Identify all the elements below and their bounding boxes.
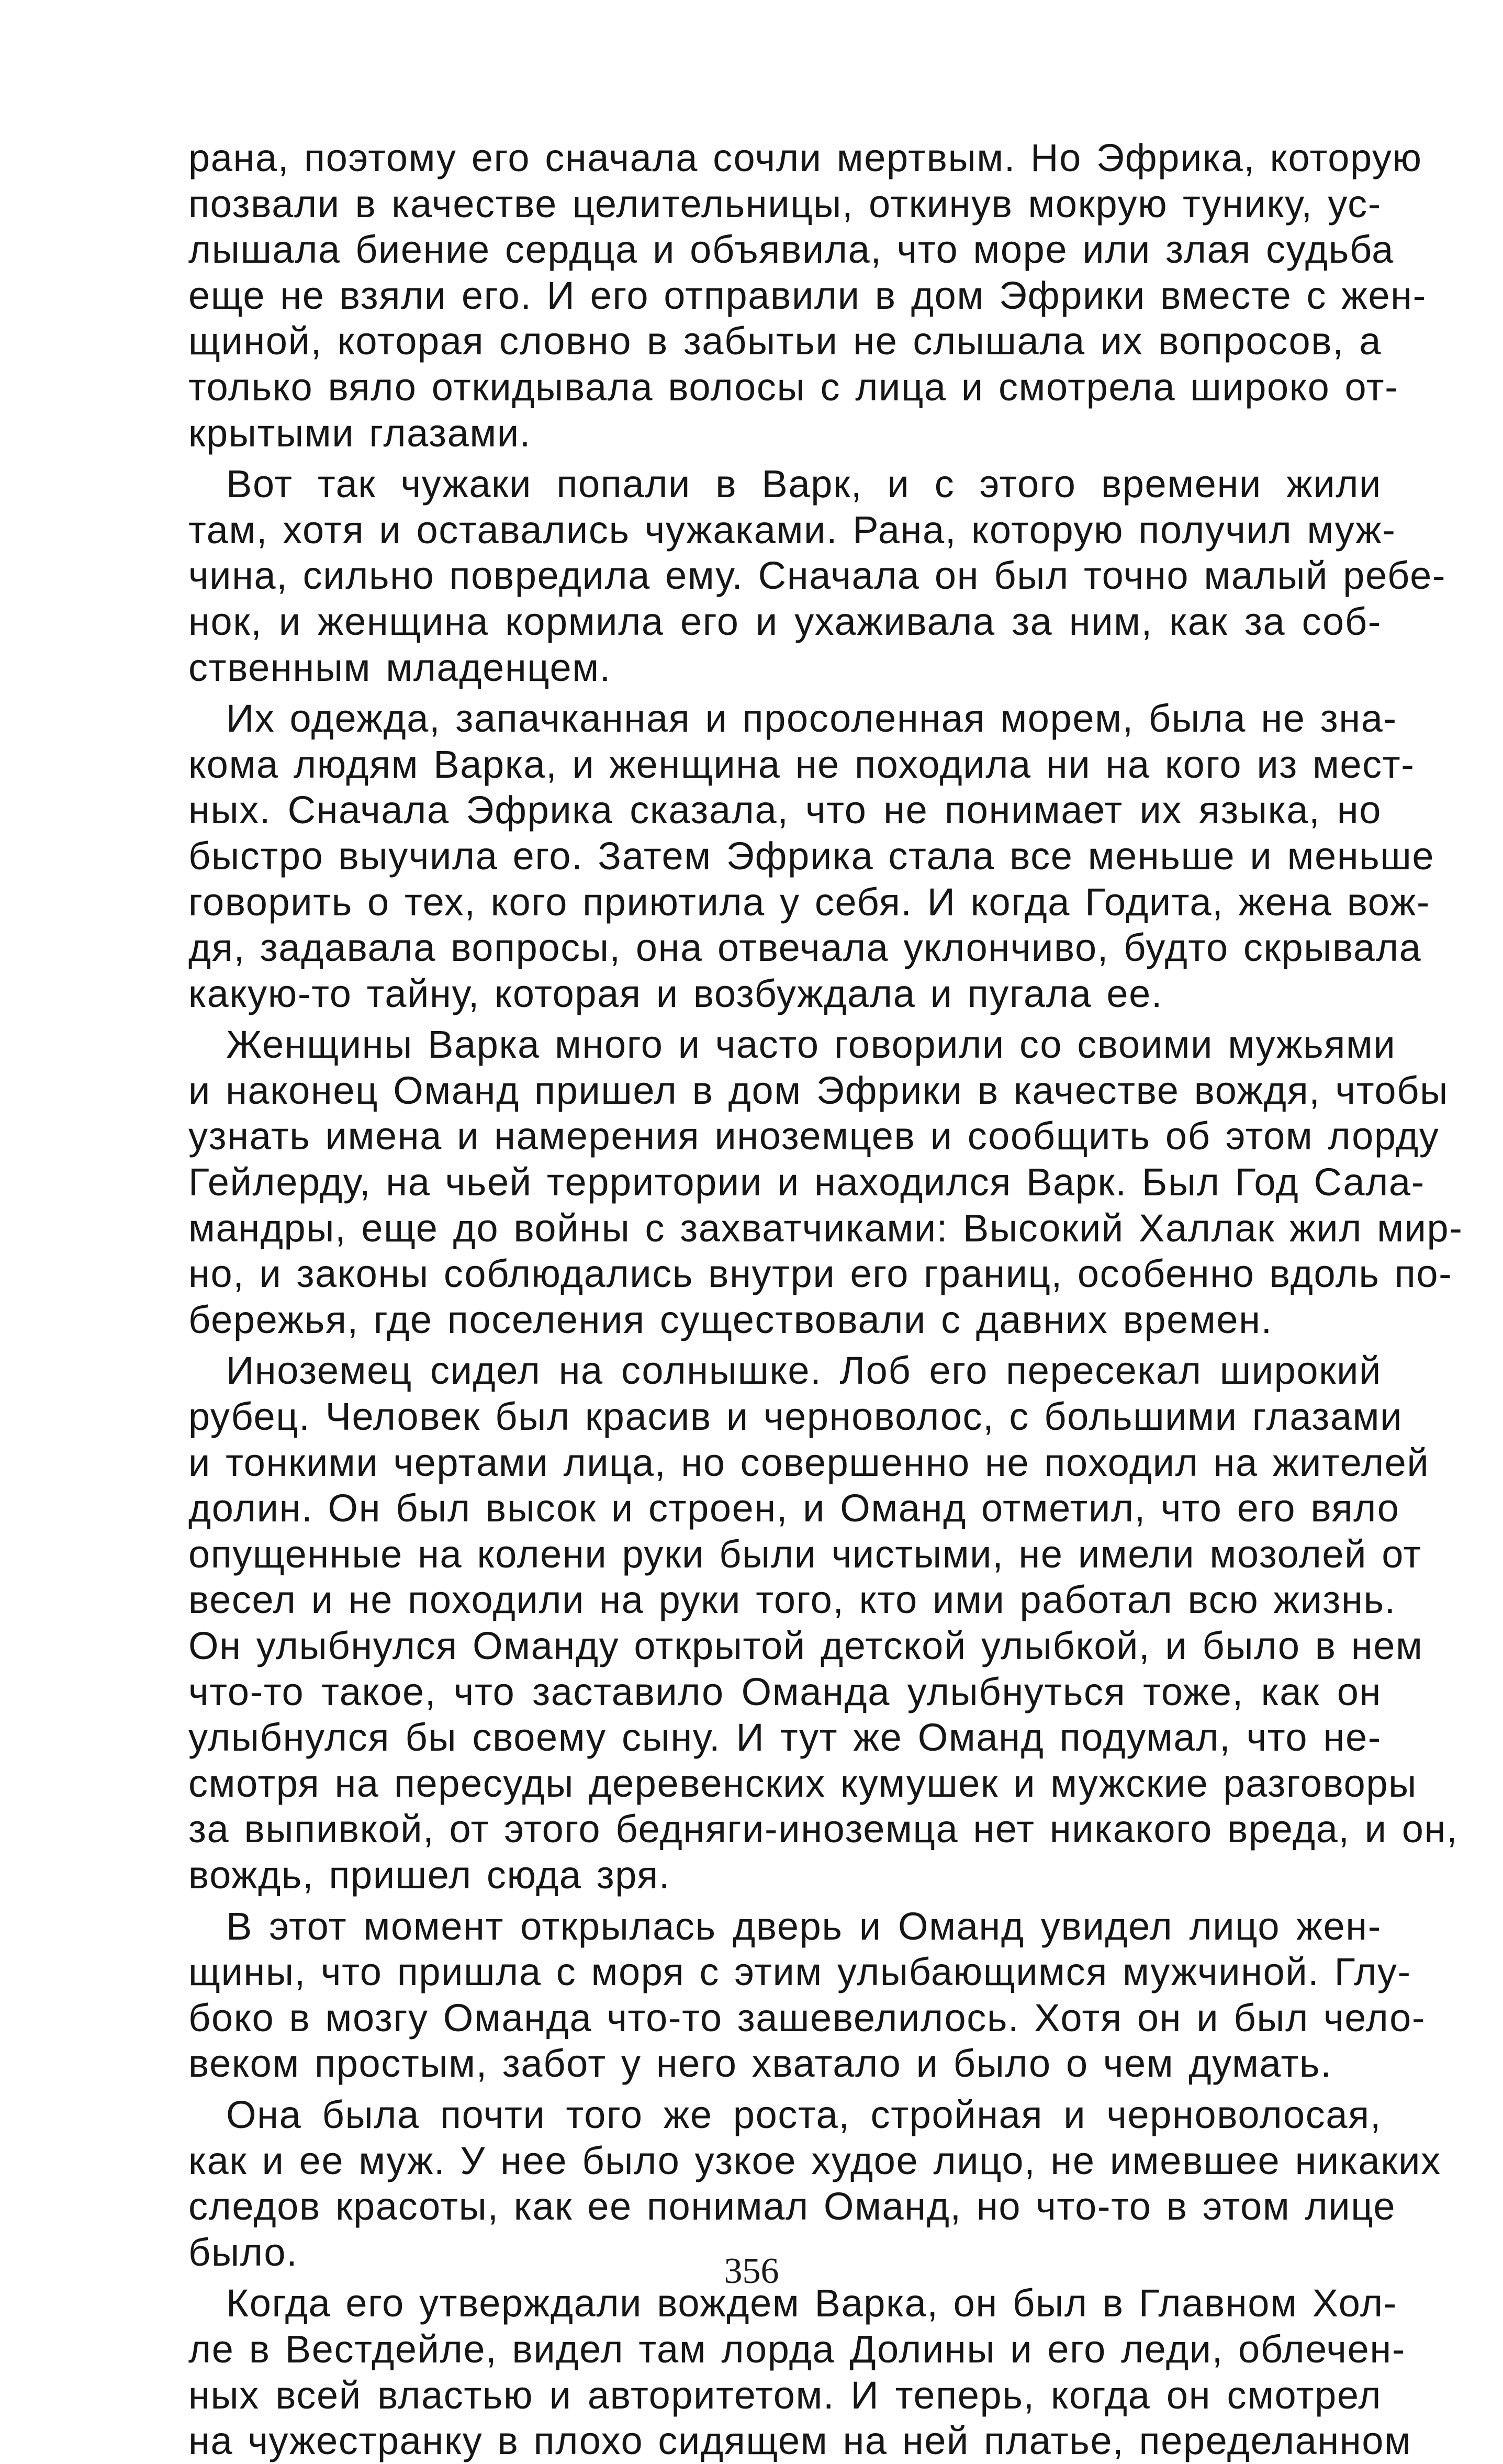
paragraph [188,1903,1426,2087]
text-line: В этот момент открылась дверь и Оманд увидел лицо жен- [226,1904,1382,1948]
text-line: но, и законы соблюдались внутри его границ, особенно вдоль по- [188,1252,1453,1296]
text-line: ных всей властью и авторитетом. И теперь, когда он смотрел [188,2373,1382,2417]
text-line: боко в мозгу Оманда что-то зашевелилось. Хотя он и был чело- [188,1996,1426,2040]
page-number: 356 [724,2251,779,2291]
text-line: вождь, пришел сюда зря. [188,1853,670,1897]
text-line: быстро выучила его. Затем Эфрика стала все меньше и меньше [188,834,1435,878]
text-line: Гейлерду, на чьей территории и находился Варк. Был Год Сала- [188,1160,1425,1204]
text-line: нок, и женщина кормила его и ухаживала за ним, как за соб- [188,599,1382,643]
text-line: Женщины Варка много и часто говорили со своими мужьями [226,1023,1396,1067]
text-line: Когда его утверждали вождем Варка, он был в Главном Хол- [226,2281,1397,2325]
text-line: кома людям Варка, и женщина не походила ни на кого из мест- [188,742,1415,786]
text-line: улыбнулся бы своему сыну. И тут же Оманд подумал, что не- [188,1716,1382,1760]
text-line: Иноземец сидел на солнышке. Лоб его пересекал широкий [226,1349,1382,1393]
text-line: Их одежда, запачканная и просоленная морем, была не зна- [226,697,1397,741]
text-line: щиной, которая словно в забытьи не слышала их вопросов, а [188,319,1382,363]
text-line: крытыми глазами. [188,411,531,455]
text-line: весел и не походили на руки того, кто ими работал всю жизнь. [188,1578,1396,1622]
text-line: что-то такое, что заставило Оманда улыбнуться тоже, как он [188,1670,1382,1713]
text-line: было. [188,2230,298,2274]
text-line: щины, что пришла с моря с этим улыбающимся мужчиной. Глу- [188,1950,1411,1994]
text-line: на чужестранку в плохо сидящем на ней платье, переделанном [188,2419,1412,2463]
text-line: мандры, еще до войны с захватчиками: Высокий Халлак жил мир- [188,1206,1463,1250]
text-line: долин. Он был высок и строен, и Оманд отметил, что его вяло [188,1486,1400,1530]
paragraph [188,2092,1441,2275]
text-line: говорить о тех, кого приютила у себя. И когда Годита, жена вож- [188,880,1431,924]
text-line: там, хотя и оставались чужаками. Рана, которую получил муж- [188,508,1396,552]
text-line: бережья, где поселения существовали с давних времен. [188,1297,1273,1341]
text-line: веком простым, забот у него хватало и было о чем думать. [188,2042,1332,2086]
text-line: и наконец Оманд пришел в дом Эфрики в качестве вождя, чтобы [188,1068,1449,1112]
text-line: как и ее муж. У нее было узкое худое лицо, не имевшее никаких [188,2138,1441,2182]
text-line: следов красоты, как ее понимал Оманд, но что-то в этом лице [188,2185,1396,2228]
text-line: только вяло откидывала волосы с лица и смотрела широко от- [188,365,1399,409]
text-line: ных. Сначала Эфрика сказала, что не понимает их языка, но [188,788,1382,832]
text-line: Она была почти того же роста, стройная и черноволосая, [226,2092,1382,2136]
text-line: за выпивкой, от этого бедняги-иноземца нет никакого вреда, и он, [188,1807,1459,1851]
text-line: опущенные на колени руки были чистыми, не имели мозолей от [188,1532,1422,1576]
text-line: ственным младенцем. [188,645,611,689]
text-line: Он улыбнулся Оманду открытой детской улыбкой, и было в нем [188,1624,1423,1667]
text-line: ле в Вестдейле, видел там лорда Долины и его леди, облечен- [188,2327,1406,2371]
text-line: чина, сильно повредила ему. Сначала он был точно малый ребе- [188,554,1446,598]
text-line: и тонкими чертами лица, но совершенно не походил на жителей [188,1440,1430,1484]
paragraph [188,696,1435,1016]
text-line: узнать имена и намерения иноземцев и сообщить об этом лорду [188,1114,1440,1158]
text-line: еще не взяли его. И его отправили в дом Эфрики вместе с жен- [188,273,1427,317]
text-line: дя, задавала вопросы, она отвечала уклончиво, будто скрывала [188,926,1422,970]
text-line: рубец. Человек был красив и черноволос, с большими глазами [188,1395,1403,1439]
paragraph [188,1022,1463,1342]
paragraph [188,135,1427,456]
text-line: какую-то тайну, которая и возбуждала и пугала ее. [188,971,1163,1015]
text-line: Вот так чужаки попали в Варк, и с этого времени жили [226,462,1382,506]
text-line: лышала биение сердца и объявила, что море или злая судьба [188,228,1394,272]
page-text [188,135,1463,2464]
text-line: смотря на пересуды деревенских кумушек и мужские разговоры [188,1761,1417,1805]
text-line: рана, поэтому его сначала сочли мертвым. Но Эфрика, которую [188,136,1422,180]
paragraph [188,461,1446,690]
text-line: позвали в качестве целительницы, откинув мокрую тунику, ус- [188,182,1382,226]
paragraph [188,1348,1459,1898]
paragraph [188,2280,1412,2463]
